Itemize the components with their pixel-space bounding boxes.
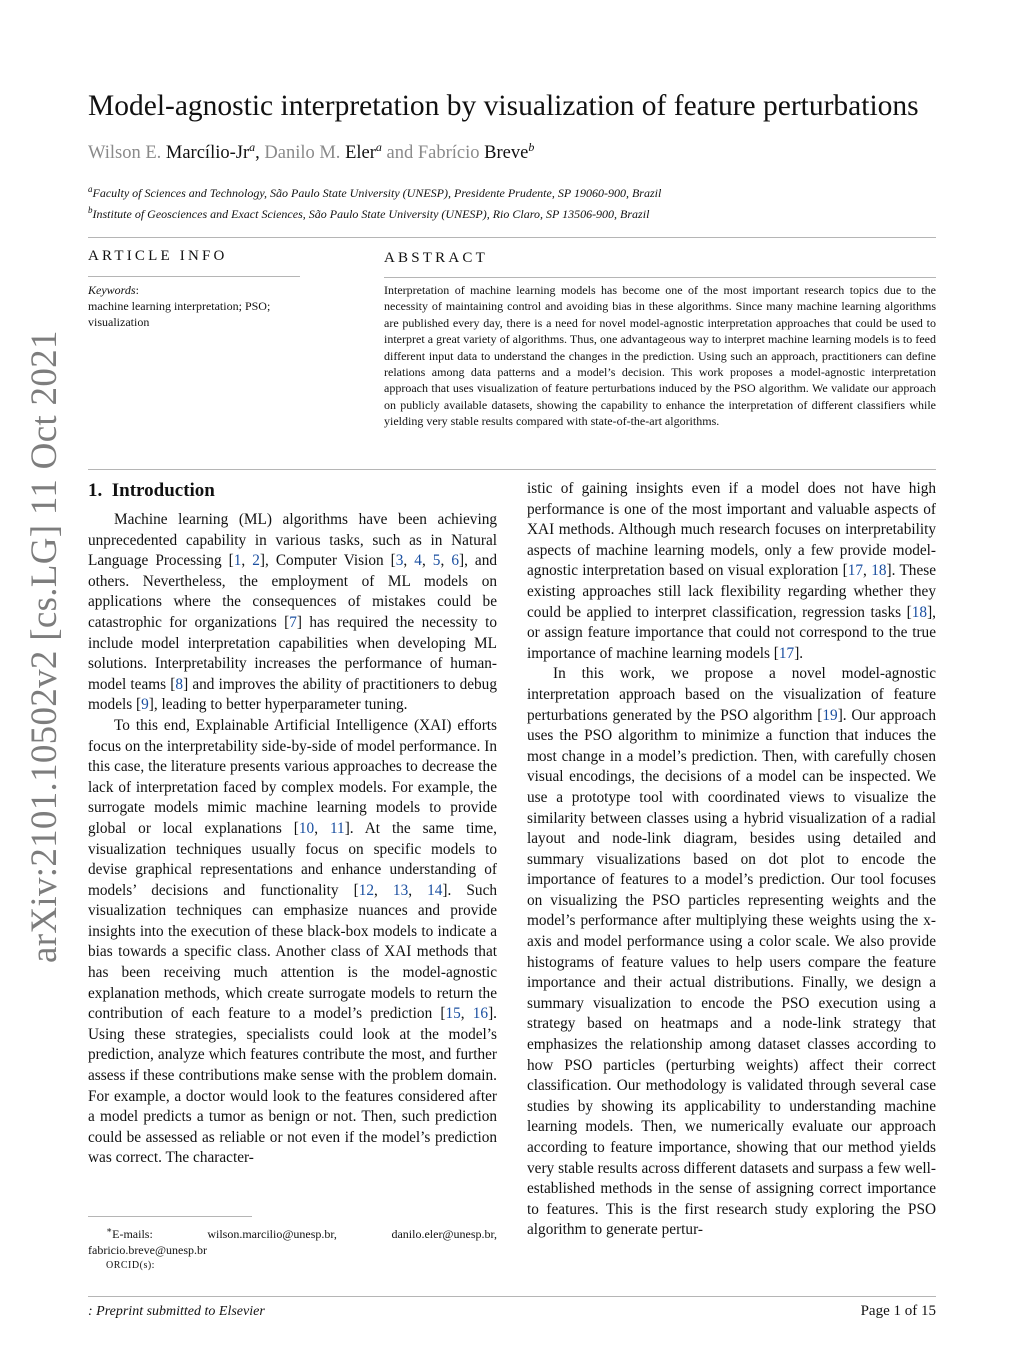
affiliation-a: $^a$Faculty of Sciences and Technology, São Paulo State University (UNESP), Presidente Prudente, SP 19060-900, Brazil <box>88 184 662 200</box>
footer-divider <box>88 1296 936 1297</box>
footer-page-number: Page 1 of 15 <box>860 1303 936 1319</box>
author: Wilson E. Marcílio-Jr$^a$ <box>88 140 256 164</box>
citation-link[interactable]: 13 <box>392 881 409 899</box>
paragraph: Machine learning (ML) algorithms have been achieving unprecedented capability in various tasks, such as in Natural Language Processing [1, 2], Computer Vision [3, 4, 5, 6], and others. Nevertheless, the employment of ML models on applications where the consequences of mistakes could be catastrophic for organizations [7] has required the necessity to include model interpretation capabilities when developing ML solutions. Interpretability increases the performance of human-model teams [8] and improves the ability of practitioners to debug models [9], leading to better hyperparameter tuning. <box>88 511 497 714</box>
citation-link[interactable]: 4 <box>414 552 422 570</box>
section-heading-introduction: 1. Introduction <box>88 480 215 501</box>
article-info-divider <box>88 276 300 277</box>
author: Fabrício Breve$^b$ <box>417 140 535 164</box>
citation-link[interactable]: 5 <box>432 552 441 570</box>
body-column-right <box>527 479 936 1241</box>
citation-link[interactable]: 2 <box>252 552 260 570</box>
keywords-block: Keywords: machine learning interpretation; PSO; visualization <box>88 283 271 329</box>
citation-link[interactable]: 1 <box>233 552 242 570</box>
citation-link[interactable]: 14 <box>427 881 443 899</box>
body-column-left <box>88 510 497 1169</box>
abstract-heading: ABSTRACT <box>384 250 488 266</box>
abstract-text: Interpretation of machine learning models has become one of the most important research topics due to the necessity of maintaining control and avoiding bias in these algorithms. Since many machine learning algorithms are published every day, there is a need for novel model-agnostic interpretation approaches that could be used to interpret a great variety of algorithms. Thus, one advantageous way to interpret machine learning models is to feed different input data to understand the changes in the prediction. Using such an approach, practitioners can define relations among data patterns and a model’s decision. This work proposes a model-agnostic interpretation approach that uses visualization of feature perturbations induced by the PSO algorithm. We validate our approach on publicly available datasets, showing the capability to enhance the interpretation of different classifiers while yielding very stable results compared with state-of-the-art algorithms. <box>384 283 936 429</box>
author-list: Wilson E. Marcílio-Jr$^a$, Danilo M. Eler$^a$ and Fabrício Breve$^b$ <box>88 140 535 164</box>
footnote-divider <box>88 1216 252 1217</box>
arxiv-identifier-stamp: arXiv:2101.10502v2 [cs.LG] 11 Oct 2021 <box>24 330 65 963</box>
citation-link[interactable]: 9 <box>141 696 149 714</box>
citation-link[interactable]: 18 <box>871 562 887 580</box>
citation-link[interactable]: 17 <box>847 562 864 580</box>
footnote: ∗E-mails: wilson.marcilio@unesp.br, danilo.eler@unesp.br, fabricio.breve@unesp.br ORCID(s): <box>88 1222 497 1274</box>
paragraph: In this work, we propose a novel model-agnostic interpretation approach based on the visualization of feature perturbations generated by the PSO algorithm [19]. Our approach uses the PSO algorithm to minimize a function that induces the most change in a model’s prediction. Then, with carefully chosen visual encodings, the decisions of a model can be inspected. We use a prototype tool with coordinated views to visualize the similarity between classes using a hybrid visualization of a radial layout and node-link diagram, besides using detailed and summary visualizations based on dot plot to encode the importance of features to a model’s prediction. Our tool focuses on visualizing the PSO particles representing weights and the model’s performance after multiplying these weights using the x-axis and model performance using a color scale. We also provide histograms of feature values to help users compare the feature importance and their actual distributions. Finally, we design a summary visualization to encode the PSO execution using a strategy based on heatmaps and a node-link strategy that emphasizes the relationship among dataset classes according to how PSO particles (perturbing weights) affect their correct classification. Our methodology is validated through several case studies by showing its applicability to understanding machine learning models. Then, we numerically evaluate our approach according to feature importance, showing that our method yields very stable results across different datasets and surpass a few well-established methods in the sense of assigning correct importance to features. This is the first research study exploring the PSO algorithm to generate pertur- <box>527 665 936 1239</box>
keywords-label: Keywords <box>88 283 136 297</box>
citation-link[interactable]: 12 <box>358 881 375 899</box>
abstract-bottom-divider <box>88 469 936 470</box>
citation-link[interactable]: 6 <box>451 552 459 570</box>
footnote-emails: E-mails: wilson.marcilio@unesp.br, danilo.eler@unesp.br, fabricio.breve@unesp.br <box>88 1227 497 1257</box>
paragraph: istic of gaining insights even if a model does not have high performance is one of the most important and valuable aspects of XAI methods. Although much research focuses on interpretability aspects of machine learning models, only a few provide model-agnostic interpretation based on visual exploration [17, 18]. These existing approaches still lack flexibility regarding whether they could be applied to interpret classification, regression tasks [18], or assign feature importance that could not correspond to the true importance of machine learning models [17]. <box>527 480 936 662</box>
citation-link[interactable]: 15 <box>445 1005 461 1023</box>
citation-link[interactable]: 17 <box>778 644 795 662</box>
citation-link[interactable]: 16 <box>472 1005 489 1023</box>
article-info-heading: ARTICLE INFO <box>88 248 228 264</box>
citation-link[interactable]: 19 <box>822 706 838 724</box>
citation-link[interactable]: 7 <box>289 613 297 631</box>
citation-link[interactable]: 10 <box>298 819 315 837</box>
author: Danilo M. Eler$^a$ <box>264 140 382 164</box>
footer-journal: : Preprint submitted to Elsevier <box>88 1304 265 1319</box>
citation-link[interactable]: 8 <box>175 675 184 693</box>
citation-link[interactable]: 3 <box>395 552 404 570</box>
header-divider <box>88 237 936 238</box>
citation-link[interactable]: 11 <box>329 819 345 837</box>
abstract-divider <box>384 277 936 278</box>
affiliation-b: $^b$Institute of Geosciences and Exact Sciences, São Paulo State University (UNESP), Rio Claro, SP 13506-900, Brazil <box>88 205 650 221</box>
footnote-orcid: ORCID(s): <box>106 1260 155 1271</box>
citation-link[interactable]: 18 <box>911 603 928 621</box>
keywords-text: machine learning interpretation; PSO; visualization <box>88 299 271 329</box>
paper-title: Model-agnostic interpretation by visualization of feature perturbations <box>88 90 919 122</box>
paragraph: To this end, Explainable Artificial Intelligence (XAI) efforts focus on the interpretability side-by-side of model performance. In this case, the literature presents various approaches to decrease the lack of interpretation faced by complex models. For example, the surrogate models mimic machine learning models to provide global or local explanations [10, 11]. At the same time, visualization techniques usually focus on specific models to devise graphical representations and enhance understanding of models’ decisions and functionality [12, 13, 14]. Such visualization techniques can emphasize nuances and provide insights into the execution of these black-box models to indicate a bias towards a specific class. Another class of XAI methods that has been receiving much attention is the model-agnostic explanation methods, which create surrogate models to return the contribution of each feature to a model’s prediction [15, 16]. Using these strategies, specialists could look at the model’s prediction, analyze which features contribute the most, and further assess if these contributions make sense with the problem domain. For example, a doctor would look to the features considered after a model predicts a tumor as benign or not. Then, such prediction could be assessed as reliable or not even if the model’s prediction was correct. The character- <box>88 716 498 1167</box>
